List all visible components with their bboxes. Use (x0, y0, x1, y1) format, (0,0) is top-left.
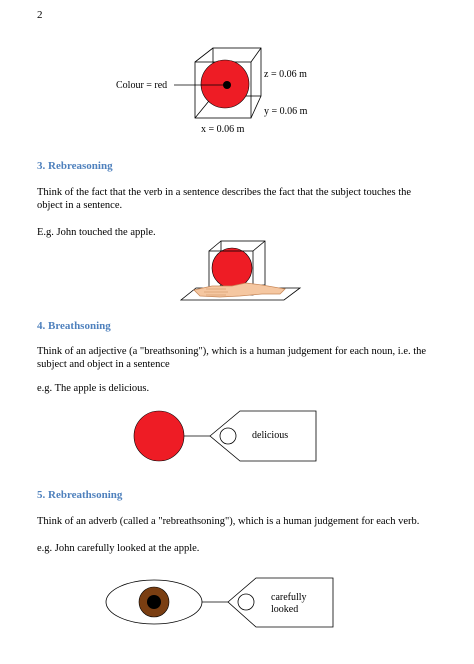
cube-edge (251, 48, 261, 62)
section-4-body: Think of an adjective (a "breathsoning"), which is a human judgement for each noun, i.e. the subject and object in a sentence (37, 346, 427, 370)
section-5-example: e.g. John carefully looked at the apple. (37, 543, 200, 554)
cube-edge (209, 241, 221, 251)
x-dimension-label: x = 0.06 m (201, 124, 245, 135)
tag-text-carefully: carefully (271, 592, 307, 603)
adverb-tag-figure (0, 570, 474, 640)
section-5-heading: 5. Rebreathsoning (37, 489, 123, 501)
cube-edge (195, 48, 213, 62)
section-3-heading: 3. Rebreasoning (37, 160, 113, 172)
section-3-example: E.g. John touched the apple. (37, 227, 156, 238)
red-ball (134, 411, 184, 461)
cube-dimension-figure (0, 40, 474, 180)
z-dimension-label: z = 0.06 m (264, 69, 307, 80)
colour-label: Colour = red (116, 80, 168, 91)
tag-hole (238, 594, 254, 610)
red-ball (212, 248, 252, 288)
cube-edge (253, 241, 265, 251)
section-4-example: e.g. The apple is delicious. (37, 383, 150, 394)
tag-hole (220, 428, 236, 444)
tag-text-looked: looked (271, 604, 299, 615)
eye-pupil (147, 595, 161, 609)
tag-text-delicious: delicious (252, 430, 289, 441)
touch-figure (0, 236, 474, 316)
page-number: 2 (37, 9, 43, 21)
cube-edge (251, 96, 261, 118)
adjective-tag-figure (0, 405, 474, 475)
section-3-body: Think of the fact that the verb in a sentence describes the fact that the subject touches the object in a sentence. (37, 187, 412, 211)
y-dimension-label: y = 0.06 m (264, 106, 308, 117)
section-4-heading: 4. Breathsoning (37, 320, 111, 332)
section-5-body: Think of an adverb (called a "rebreathsoning"), which is a human judgement for each verb. (37, 516, 420, 527)
